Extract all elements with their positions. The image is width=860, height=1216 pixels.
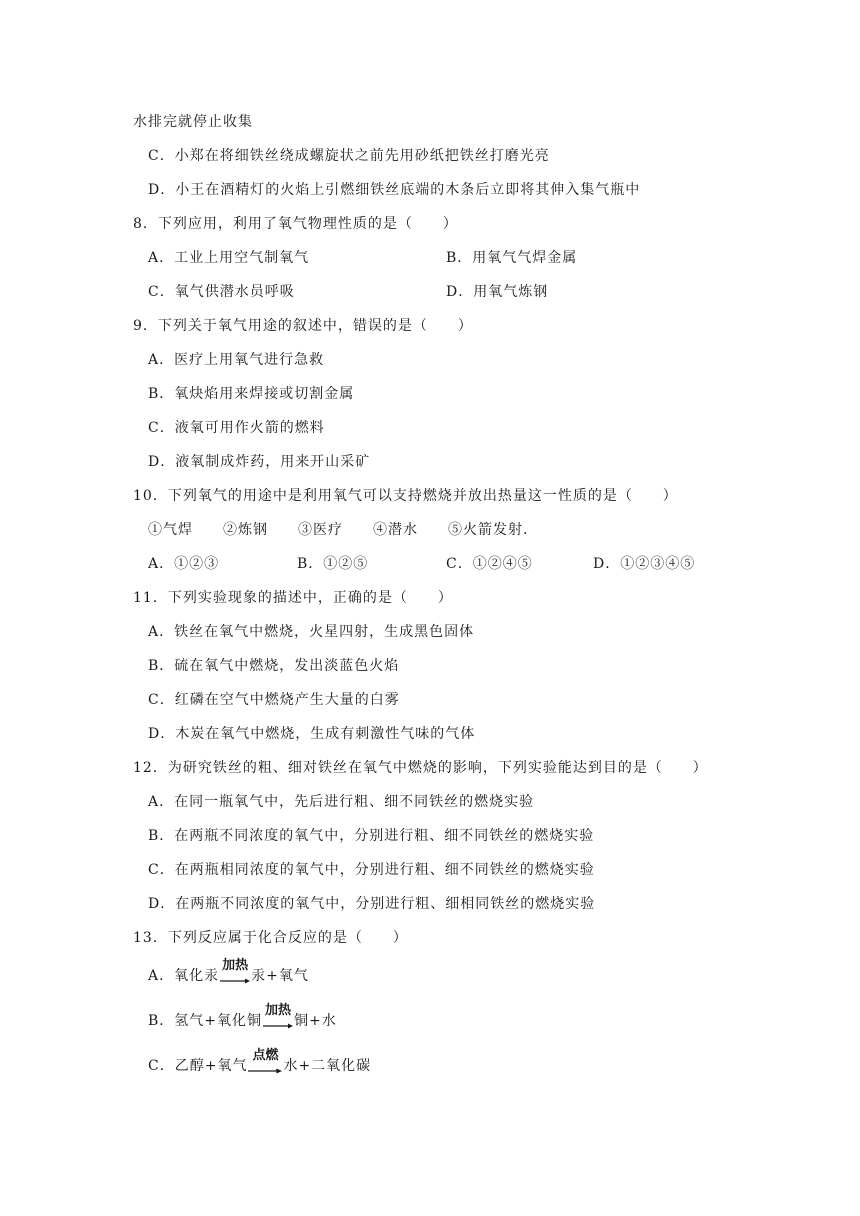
q8-option-d: D．用氧气炼钢 bbox=[446, 284, 549, 300]
q13-option-c bbox=[148, 1048, 372, 1076]
q13-a-condition: 加热 bbox=[222, 958, 249, 973]
q13-b-reactants: B．氢气+氧化铜 bbox=[148, 1013, 263, 1029]
q12-stem: 12．为研究铁丝的粗、细对铁丝在氧气中燃烧的影响，下列实验能达到目的是（ ） bbox=[133, 760, 708, 776]
q10-option-b: B．①②⑤ bbox=[297, 556, 369, 572]
reaction-condition-arrow bbox=[220, 958, 250, 986]
q13-option-a bbox=[148, 958, 309, 986]
q9-option-c: C．液氧可用作火箭的燃料 bbox=[148, 420, 325, 436]
q7-option-d: D．小王在酒精灯的火焰上引燃细铁丝底端的木条后立即将其伸入集气瓶中 bbox=[148, 182, 641, 198]
q12-option-c: C．在两瓶相同浓度的氧气中，分别进行粗、细不同铁丝的燃烧实验 bbox=[148, 862, 595, 878]
q7-option-c: C．小郑在将细铁丝绕成螺旋状之前先用砂纸把铁丝打磨光亮 bbox=[148, 148, 550, 164]
q13-a-reactants: A．氧化汞 bbox=[148, 968, 220, 984]
q11-option-a: A．铁丝在氧气中燃烧，火星四射，生成黑色固体 bbox=[148, 624, 475, 640]
q12-option-d: D．在两瓶不同浓度的氧气中，分别进行粗、细相同铁丝的燃烧实验 bbox=[148, 896, 596, 912]
arrow-icon bbox=[248, 1066, 282, 1076]
q8-option-b: B．用氧气气焊金属 bbox=[446, 250, 578, 266]
q13-b-products: 铜+水 bbox=[294, 1013, 337, 1029]
reaction-condition-arrow bbox=[248, 1048, 282, 1076]
q11-option-b: B．硫在氧气中燃烧，发出淡蓝色火焰 bbox=[148, 658, 400, 674]
q10-option-c: C．①②④⑤ bbox=[446, 556, 533, 572]
q9-option-a: A．医疗上用氧气进行急救 bbox=[148, 352, 325, 368]
q13-b-condition: 加热 bbox=[265, 1003, 292, 1018]
q12-option-a: A．在同一瓶氧气中，先后进行粗、细不同铁丝的燃烧实验 bbox=[148, 794, 535, 810]
q9-option-d: D．液氧制成炸药，用来开山采矿 bbox=[148, 454, 371, 470]
q10-items: ①气焊 ②炼钢 ③医疗 ④潜水 ⑤火箭发射. bbox=[148, 522, 529, 538]
arrow-icon bbox=[263, 1021, 293, 1031]
q7-stem-tail: 水排完就停止收集 bbox=[133, 114, 253, 130]
q9-stem: 9．下列关于氧气用途的叙述中，错误的是（ ） bbox=[133, 318, 473, 334]
q11-stem: 11．下列实验现象的描述中，正确的是（ ） bbox=[133, 590, 453, 606]
q13-c-reactants: C．乙醇+氧气 bbox=[148, 1058, 248, 1074]
arrow-icon bbox=[220, 976, 250, 986]
q10-option-a: A．①②③ bbox=[148, 556, 220, 572]
reaction-condition-arrow bbox=[263, 1003, 293, 1031]
q10-option-d: D．①②③④⑤ bbox=[593, 556, 696, 572]
q8-stem: 8．下列应用，利用了氧气物理性质的是（ ） bbox=[133, 216, 458, 232]
q8-option-a: A．工业上用空气制氧气 bbox=[148, 250, 310, 266]
q11-option-d: D．木炭在氧气中燃烧，生成有刺激性气味的气体 bbox=[148, 726, 476, 742]
q13-c-products: 水+二氧化碳 bbox=[283, 1058, 372, 1074]
q11-option-c: C．红磷在空气中燃烧产生大量的白雾 bbox=[148, 692, 400, 708]
q13-option-b bbox=[148, 1003, 337, 1031]
q9-option-b: B．氧炔焰用来焊接或切割金属 bbox=[148, 386, 355, 402]
q13-c-condition: 点燃 bbox=[252, 1048, 279, 1063]
q13-stem: 13．下列反应属于化合反应的是（ ） bbox=[133, 930, 408, 946]
q12-option-b: B．在两瓶不同浓度的氧气中，分别进行粗、细不同铁丝的燃烧实验 bbox=[148, 828, 595, 844]
q8-option-c: C．氧气供潜水员呼吸 bbox=[148, 284, 295, 300]
q13-a-products: 汞+氧气 bbox=[251, 968, 309, 984]
q10-stem: 10．下列氧气的用途中是利用氧气可以支持燃烧并放出热量这一性质的是（ ） bbox=[133, 488, 678, 504]
